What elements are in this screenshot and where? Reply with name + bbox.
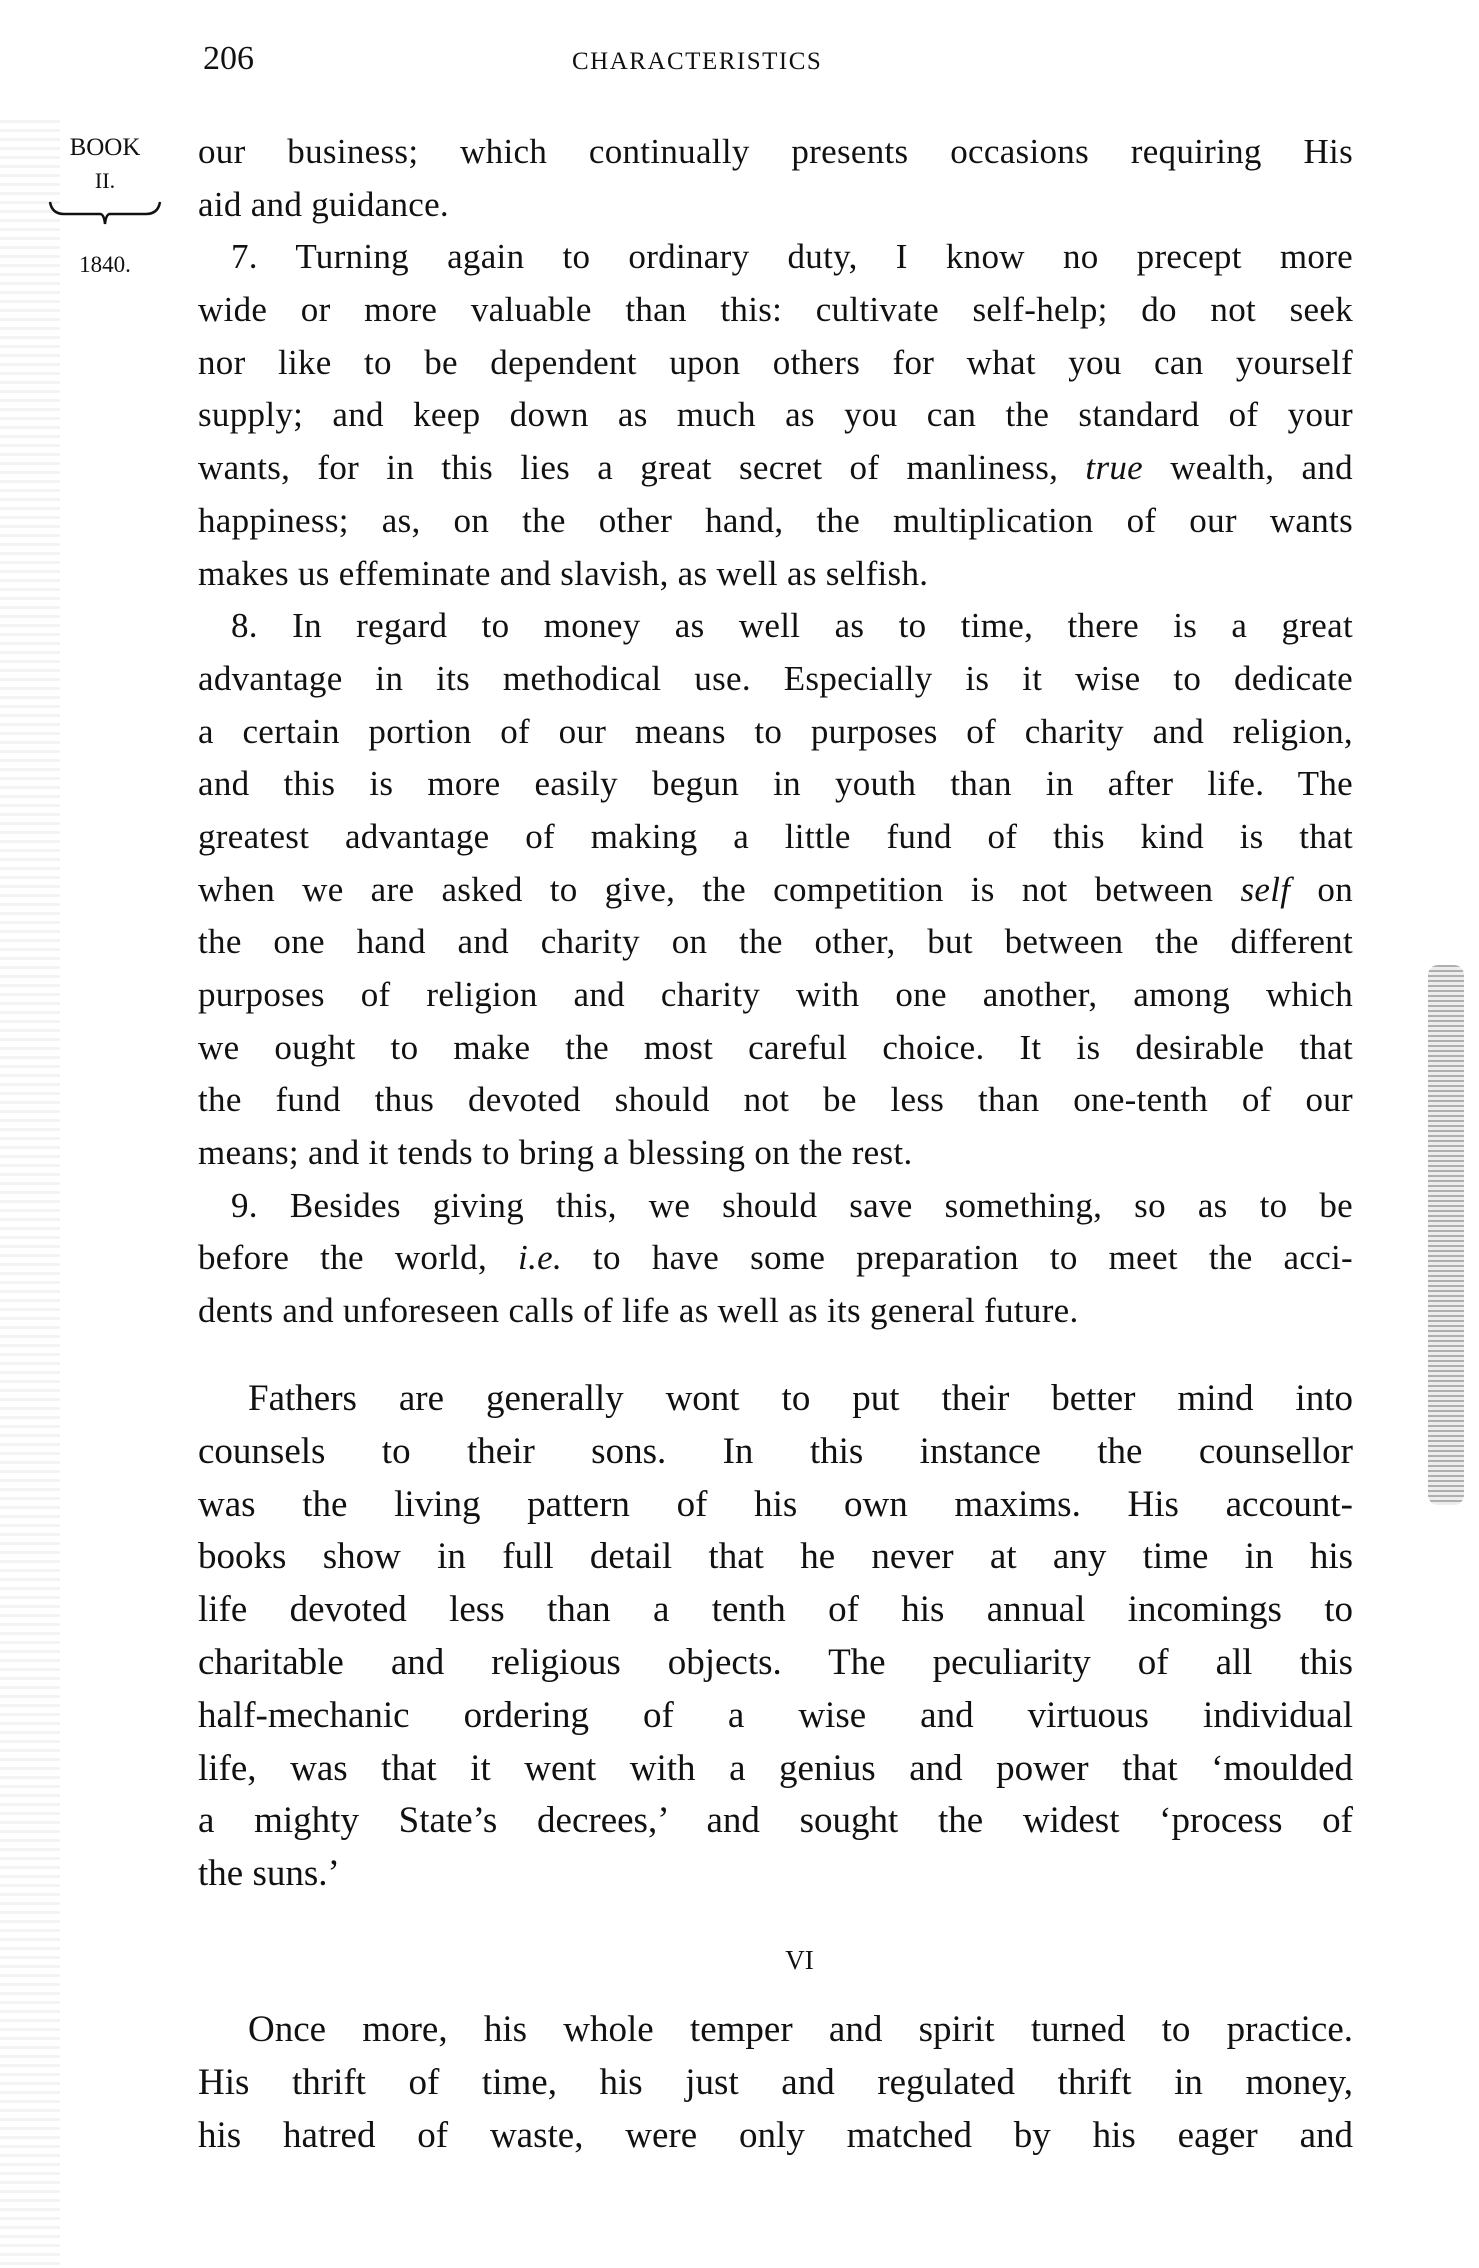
text-line [198,1743,1353,1796]
text-segment: wide or more valuable than this: cultivate self-help; do not seek [198,290,1353,330]
text-segment: when we are asked to give, the competition is not between [198,869,1241,909]
body-block-2 [198,1373,1353,1901]
text-segment: means; and it tends to bring a blessing on the rest. [198,1133,913,1173]
text-segment: Once more, his whole temper and spirit turned to practice. [248,2009,1353,2050]
italic-text: self [1240,869,1291,909]
text-segment: Fathers are generally wont to put their better mind into [248,1378,1353,1419]
text-segment: books show in full detail that he never at any time in his [198,1536,1353,1578]
text-line [198,1285,1353,1338]
margin-book: BOOK [69,134,141,161]
text-line [198,758,1353,811]
text-segment: life devoted less than a tenth of his annual incomings to [198,1589,1353,1631]
text-line [198,1074,1353,1127]
text-line [198,2110,1353,2163]
text-segment: 8. In regard to money as well as to time, there is a great [231,606,1353,646]
text-segment: greatest advantage of making a little fund of this kind is that [198,816,1353,856]
italic-text: i.e. [518,1238,563,1278]
text-line [198,969,1353,1022]
text-line [198,1531,1353,1584]
body-block-1 [198,126,1353,1338]
text-segment: before the world, [198,1238,519,1278]
text-segment: the suns.’ [198,1853,340,1895]
text-segment: happiness; as, on the other hand, the multiplication of our wants [198,500,1353,540]
text-segment: 9. Besides giving this, we should save something, so as to be [231,1185,1353,1225]
text-segment: and this is more easily begun in youth than in after life. The [198,764,1353,804]
text-line [198,916,1353,969]
text-segment: we ought to make the most careful choice. It is desirable that [198,1027,1353,1067]
text-line [198,442,1353,495]
text-segment: wealth, and [1143,448,1353,488]
page-number: 206 [203,40,254,77]
text-segment: makes us effeminate and slavish, as well as selfish. [198,553,929,593]
text-line [198,600,1353,653]
text-segment: nor like to be dependent upon others for what you can yourself [198,342,1353,382]
brace-icon [48,200,163,230]
text-segment: life, was that it went with a genius and power that ‘moulded [198,1747,1353,1789]
text-line [198,179,1353,232]
text-segment: aid and guidance. [198,184,449,224]
text-segment: dents and unforeseen calls of life as well as its general future. [198,1291,1079,1331]
text-line [198,1373,1353,1426]
text-line [198,1479,1353,1532]
scan-noise-right [1428,965,1464,1505]
text-segment: the fund thus devoted should not be less than one-tenth of our [198,1080,1353,1120]
text-line [198,2057,1353,2110]
text-line [198,337,1353,390]
text-segment: 7. Turning again to ordinary duty, I know no precept more [231,237,1353,277]
text-line [198,126,1353,179]
text-segment: supply; and keep down as much as you can the standard of your [198,395,1353,435]
text-line [198,1848,1353,1901]
text-segment: to have some preparation to meet the acci- [562,1238,1354,1278]
text-segment: purposes of religion and charity with one another, among which [198,975,1353,1014]
text-line [198,1637,1353,1690]
text-line [198,653,1353,706]
text-line [198,389,1353,442]
text-line [198,231,1353,284]
text-line [198,706,1353,759]
text-line [198,2004,1353,2057]
text-segment: half-mechanic ordering of a wise and virtuous individual [198,1694,1353,1736]
text-line [198,1584,1353,1637]
margin-volume: II. [94,168,116,193]
text-line [198,1127,1353,1180]
text-line [198,1690,1353,1743]
text-line [198,1426,1353,1479]
text-segment: was the living pattern of his own maxims. His account- [198,1483,1353,1525]
text-segment: a mighty State’s decrees,’ and sought the widest ‘process of [198,1800,1353,1842]
italic-text: true [1085,448,1144,488]
text-line [198,548,1353,601]
text-segment: the one hand and charity on the other, but between the different [198,922,1353,962]
text-line [198,1180,1353,1233]
text-line [198,284,1353,337]
text-segment: wants, for in this lies a great secret of manliness, [198,448,1086,488]
running-head: CHARACTERISTICS [572,48,823,75]
text-segment: his hatred of waste, were only matched by his eager and [198,2114,1353,2156]
text-line [198,495,1353,548]
text-line [198,1022,1353,1075]
text-segment: counsels to their sons. In this instance the counsellor [198,1430,1353,1472]
text-line [198,864,1353,917]
text-segment: His thrift of time, his just and regulated thrift in money, [198,2061,1353,2103]
text-segment: our business; which continually presents occasions requiring His [198,132,1353,171]
text-segment: charitable and religious objects. The peculiarity of all this [198,1641,1353,1683]
text-segment: advantage in its methodical use. Especially is it wise to dedicate [198,658,1353,698]
margin-year: 1840. [79,252,131,277]
text-line [198,811,1353,864]
text-segment: a certain portion of our means to purposes of charity and religion, [198,711,1353,751]
body-block-3 [198,2004,1353,2162]
text-line [198,1795,1353,1848]
text-line [198,1232,1353,1285]
text-segment: on [1290,869,1353,909]
section-heading: VI [785,1945,814,1975]
